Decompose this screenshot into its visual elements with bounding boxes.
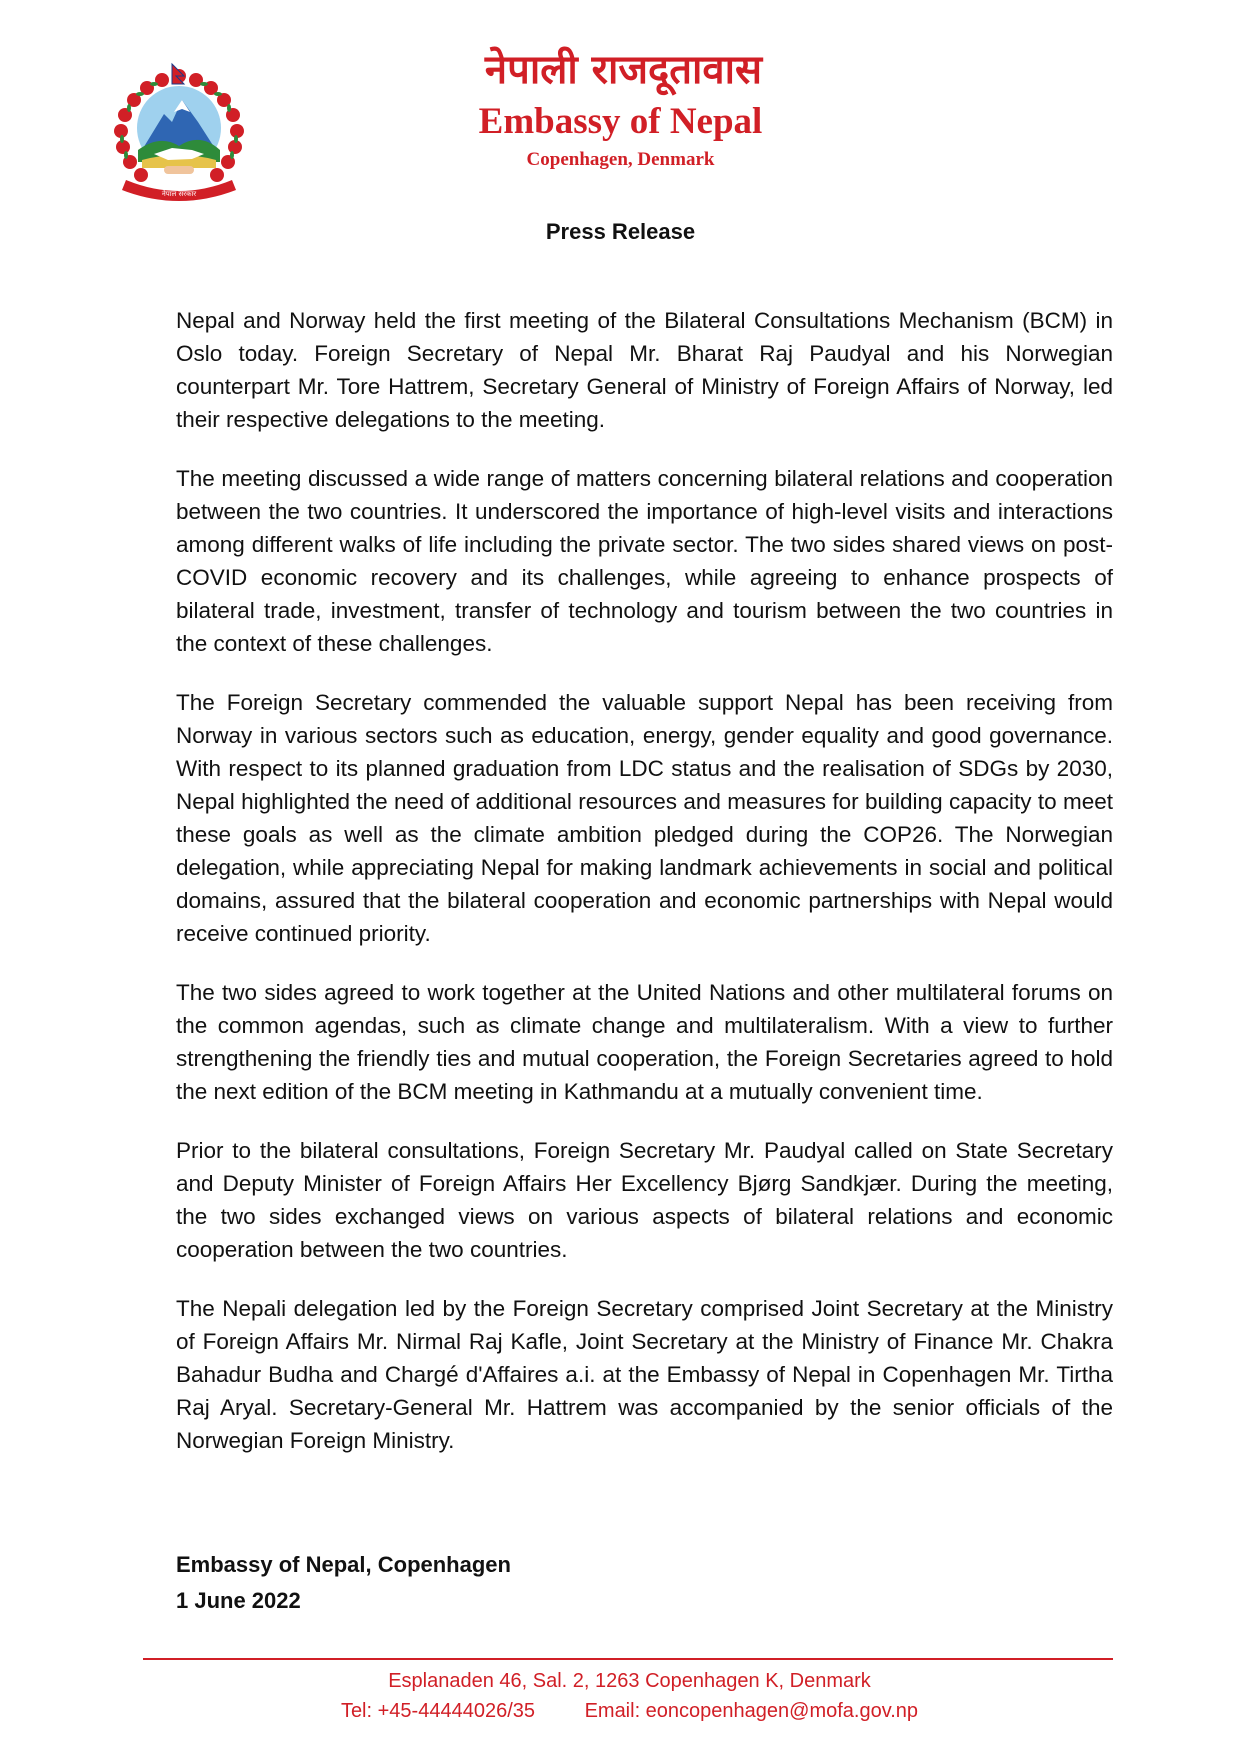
paragraph: The Nepali delegation led by the Foreign Secretary comprised Joint Secretary at the Ministry of Foreign Affairs Mr. Nirmal Raj Kafle, Joint Secretary at the Ministry of Finance Mr. Chakra Bahadur Budha and Chargé d'Affaires a.i. at the Embassy of Nepal in Copenhagen Mr. Tirtha Raj Aryal. Secretary-General Mr. Hattrem was accompanied by the senior officials of the Norwegian Foreign Ministry. [176, 1296, 1113, 1453]
embassy-title-english: Embassy of Nepal [478, 101, 763, 142]
footer-email[interactable]: Email: eoncopenhagen@mofa.gov.np [584, 1700, 919, 1722]
footer-telephone: Tel: +45-44444026/35 [340, 1700, 535, 1722]
footer-contact [9, 1700, 1241, 1723]
embassy-title-nepali: नेपाली राजदूतावास [484, 47, 763, 93]
release-date: 1 June 2022 [176, 1588, 301, 1613]
svg-text:नेपाल सरकार: नेपाल सरकार [161, 190, 197, 198]
signature-block [176, 1547, 511, 1619]
paragraph: The two sides agreed to work together at the United Nations and other multilateral forums on the common agendas, such as climate change and multilateralism. With a view to further strengthening the friendly ties and mutual cooperation, the Foreign Secretaries agreed to hold the next edition of the BCM meeting in Kathmandu at a mutually convenient time. [176, 980, 1113, 1104]
footer-divider [143, 1658, 1113, 1660]
paragraph: Nepal and Norway held the first meeting of the Bilateral Consultations Mechanism (BCM) in Oslo today. Foreign Secretary of Nepal Mr. Bharat Raj Paudyal and his Norwegian counterpart Mr. Tore Hattrem, Secretary General of Ministry of Foreign Affairs of Norway, led their respective delegations to the meeting. [176, 308, 1113, 432]
press-release-heading: Press Release [545, 219, 696, 244]
paragraph: The Foreign Secretary commended the valuable support Nepal has been receiving from Norway in various sectors such as education, energy, gender equality and good governance. With respect to its planned graduation from LDC status and the realisation of SDGs by 2030, Nepal highlighted the need of additional resources and measures for building capacity to meet these goals as well as the climate ambition pledged during the COP26. The Norwegian delegation, while appreciating Nepal for making landmark achievements in social and political domains, assured that the bilateral cooperation and economic partnerships with Nepal would receive continued priority. [176, 690, 1113, 946]
footer-address: Esplanaden 46, Sal. 2, 1263 Copenhagen K, Denmark [388, 1670, 871, 1692]
paragraph: The meeting discussed a wide range of matters concerning bilateral relations and cooperation between the two countries. It underscored the importance of high-level visits and interactions among different walks of life including the private sector. The two sides shared views on post-COVID economic recovery and its challenges, while agreeing to enhance prospects of bilateral trade, investment, transfer of technology and tourism between the two countries in the context of these challenges. [176, 466, 1113, 656]
paragraph: Prior to the bilateral consultations, Foreign Secretary Mr. Paudyal called on State Secretary and Deputy Minister of Foreign Affairs Her Excellency Bjørg Sandkjær. During the meeting, the two sides exchanged views on various aspects of bilateral relations and economic cooperation between the two countries. [176, 1138, 1113, 1262]
signature-organization: Embassy of Nepal, Copenhagen [176, 1552, 511, 1577]
press-release-body [176, 304, 1113, 1483]
embassy-location: Copenhagen, Denmark [526, 149, 715, 170]
